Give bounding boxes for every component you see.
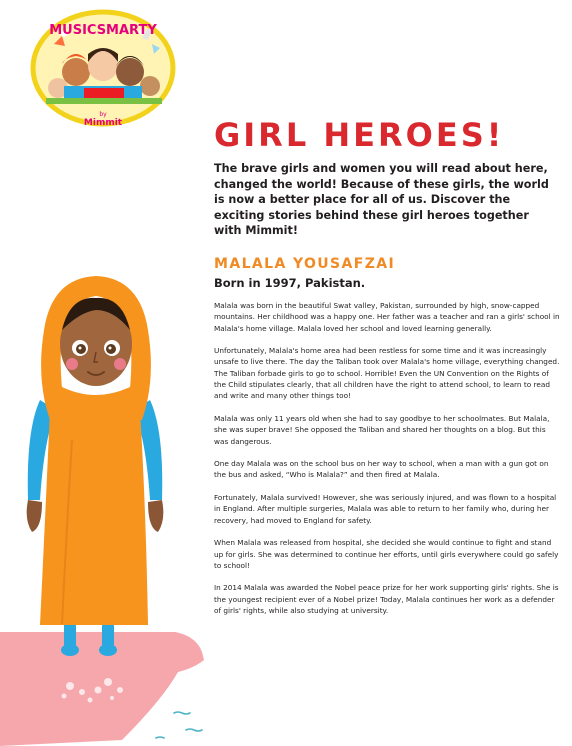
hero-name: MALALA YOUSAFZAI — [214, 256, 396, 272]
logo-by-text: by — [99, 111, 107, 118]
intro-paragraph: The brave girls and women you will read about here, changed the world! Because of these girls, the world is now a better place for all of us. Discover the exciting stories behind these girl heroes together with Mimmit! — [214, 162, 549, 237]
water-ripples — [156, 712, 202, 738]
logo-sub-brand: Mimmit — [83, 118, 123, 128]
story-body — [214, 300, 560, 628]
logo-brand-text: MUSICSMARTY — [49, 23, 157, 38]
malala-illustration — [0, 250, 205, 746]
story-paragraph: Malala was born in the beautiful Swat valley, Pakistan, surrounded by high, snow-capped mountains. Her childhood was a happy one. Her father was a teacher and ran a girls' school in Malala's home village. Malala loved her school and loved learning generally. — [214, 301, 560, 333]
story-paragraph: Unfortunately, Malala's home area had been restless for some time and it was increasingly unsafe to live there. The day the Taliban took over Malala's home village, everything changed. The Taliban forbade girls to go to school. Horrible! Even the UN Convention on the Rights of the Child stipulates clearly, that all children have the right to attend school, to learn to read and write and many other things too! — [214, 346, 560, 401]
story-paragraph: When Malala was released from hospital, she decided she would continue to fight and stand up for girls. She was determined to continue her efforts, until girls everywhere could go safely to school! — [214, 538, 559, 570]
story-paragraph: Fortunately, Malala survived! However, she was seriously injured, and was flown to a hospital in England. After multiple surgeries, Malala was able to return to her family who, during her recovery, had moved to England for safety. — [214, 493, 557, 525]
story-paragraph: One day Malala was on the school bus on her way to school, when a man with a gun got on the bus and asked, “Who is Malala?” and then fired at Malala. — [214, 459, 549, 480]
story-paragraph: In 2014 Malala was awarded the Nobel peace prize for her work supporting girls' rights. She is the youngest recipient ever of a Nobel prize! Today, Malala continues her work as a defender of girls' rights, while also studying at university. — [214, 583, 559, 616]
hero-born: Born in 1997, Pakistan. — [214, 276, 366, 290]
story-paragraph: Malala was only 11 years old when she had to say goodbye to her schoolmates. But Malala, she was super brave! She opposed the Taliban and shared her thoughts on a blog. But this was dangerous. — [214, 413, 550, 446]
page-title: GIRL HEROES! — [214, 116, 505, 154]
musicsmarty-logo — [24, 4, 182, 128]
